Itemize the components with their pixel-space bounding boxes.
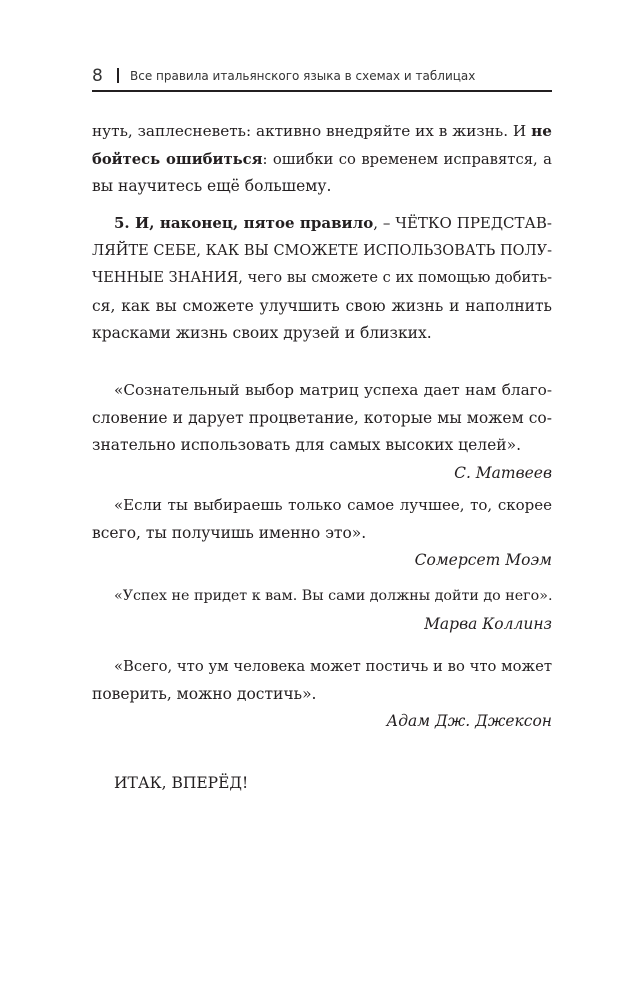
quote-author: Сомерсет Моэм (414, 551, 552, 569)
rule-five-paragraph (92, 210, 552, 348)
quote-line: поверить, можно достичь». (92, 684, 317, 703)
quote-line: «Сознательный выбор матриц успеха дает нам благо- (114, 381, 552, 399)
paragraph-line: нуть, заплесневеть: активно внедряйте их в жизнь. И не (92, 122, 552, 140)
quote-block (92, 377, 552, 487)
quote-author: Адам Дж. Джексон (386, 712, 552, 730)
quote-line: «Всего, что ум человека может постичь и во что может (114, 658, 552, 675)
paragraph-line: ся, как вы сможете улучшить свою жизнь и наполнить (92, 296, 552, 315)
paragraph-line: 5. И, наконец, пятое правило, – ЧЁТКО ПРЕДСТАВ- (114, 214, 552, 232)
quote-author: Марва Коллинз (424, 614, 552, 633)
quote-block (92, 492, 552, 575)
paragraph-line: вы научитесь ещё большему. (92, 177, 332, 195)
paragraph-line: ЛЯЙТЕ СЕБЕ, КАК ВЫ СМОЖЕТЕ ИСПОЛЬЗОВАТЬ ПОЛУ- (92, 242, 552, 259)
quote-line: «Если ты выбираешь только самое лучшее, то, скорее (114, 496, 552, 514)
closing-line: ИТАК, ВПЕРЁД! (114, 774, 249, 792)
header-divider (117, 68, 119, 83)
paragraph-line: бойтесь ошибиться: ошибки со временем исправятся, а (92, 150, 552, 168)
quote-block (92, 653, 552, 736)
page-header (92, 64, 552, 92)
running-title: Все правила итальянского языка в схемах и таблицах (130, 69, 476, 83)
quote-line: знательно использовать для самых высоких целей». (92, 436, 522, 454)
quote-line: всего, ты получишь именно это». (92, 523, 367, 542)
closing-block (92, 770, 552, 798)
quote-author: С. Матвеев (454, 463, 552, 482)
page-number: 8 (92, 66, 103, 86)
paragraph-line: ЧЕННЫЕ ЗНАНИЯ, чего вы сможете с их помощью добить- (92, 270, 552, 286)
quote-line: словение и дарует процветание, которые мы можем со- (92, 408, 552, 427)
quote-block (92, 583, 552, 638)
quote-line: «Успех не придет к вам. Вы сами должны дойти до него». (114, 588, 553, 604)
paragraph-line: красками жизнь своих друзей и близких. (92, 324, 432, 342)
paragraph-continuation (92, 118, 552, 201)
